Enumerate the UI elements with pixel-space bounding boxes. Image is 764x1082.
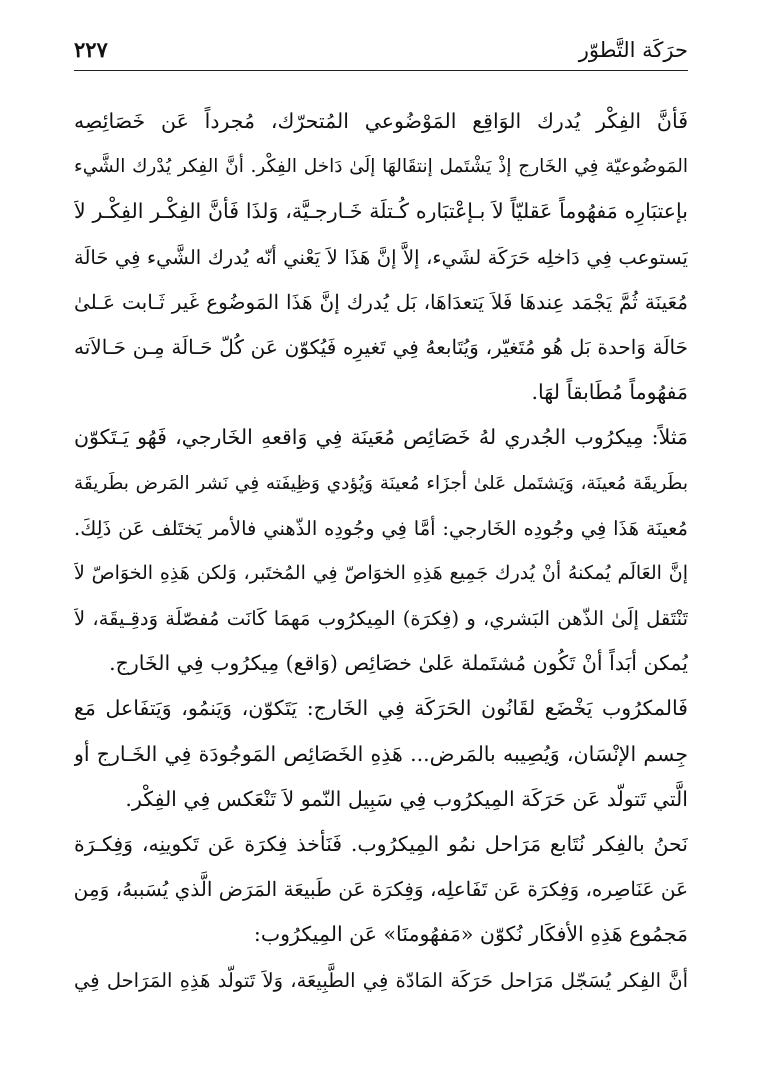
text-line: مُعينَة هَذَا فِي وجُودِه الخَارجي: أمَّا فِي وجُودِه الذّهني فالأمر يَختَلف عَن ذَلِكَ. <box>74 516 688 540</box>
running-header <box>74 30 688 71</box>
text-line: مَفهُوماً مُطَابقاً لهَا. <box>531 380 688 405</box>
text-line: حَالَة وَاحدة بَل هُو مُتَغيّر، وَيُتَابعهُ فِي تَغيرِه فَيُكوّن عَن كُلّ حَـالَة مِـن حَـالاَته <box>74 334 688 359</box>
text-line: الَّتي تَتولّد عَن حَرَكَة المِيكرُوب فِي سَبِيل النّمو لاَ تَنْعَكس فِي الفِكْر. <box>125 786 688 811</box>
text-line: مَثلاً: مِيكرُوب الجُدري لهُ خَصَائِص مُعَينَة فِي وَاقعهِ الخَارجي، فَهُو يَـتَكوّن <box>74 425 688 450</box>
text-line: فَالمكرُوب يَخْضَع لقَانُون الحَرَكَة فِي الخَارج: يَتَكوّن، وَيَنمُو، وَيَتفَاعل مَع <box>74 696 688 721</box>
text-line: يَستوعب فِي دَاخلِه حَرَكَة لشَيء، إلاَّ إنَّ هَذَا لاَ يَعْني أنّه يُدرك الشَّيء فِي حَالَة <box>74 245 688 269</box>
body-text <box>74 99 688 1003</box>
text-line: فَأنَّ الفِكْر يُدرك الوَاقِع المَوْضُوعي المُتحرّك، مُجرداً عَن خَصَائِصِه <box>74 109 688 133</box>
chapter-title: حرَكَة التَّطوّر <box>578 38 688 62</box>
page-number: ٢٢٧ <box>74 37 108 62</box>
text-line: يُمكن أبَداً أنْ تَكُون مُشتَملة عَلىٰ خصَائِص (وَاقع) مِيكرُوب فِي الخَارج. <box>109 651 688 676</box>
text-line: تَنْتَقل إلَىٰ الذّهن البَشري، و (فِكرَة) المِيكرُوب مَهمَا كَانَت مُفصّلَة وَدقِـيقَة، لاَ <box>74 607 688 631</box>
text-line: مُعَينَة ثُمَّ يَجْمَد عِندهَا فَلاَ يَتعدَاهَا، بَل يُدرك إنَّ هَذَا المَوضُوع غَير ثَـابت عَـلىٰ <box>74 289 688 314</box>
text-line: إنَّ العَالَم يُمكنهُ أنْ يُدرك جَمِيع هَذِهِ الخوَاصّ فِي المُختَبر، وَلكن هَذِهِ الخوَاصّ لاَ <box>74 561 688 584</box>
text-line: مَجمُوع هَذِهِ الأفكَار نُكوّن «مَفهُومنَا» عَن المِيكرُوب: <box>253 922 688 947</box>
text-line: المَوضُوعيّة فِي الخَارج إذْ يَشْتَمل إنتقَالهَا إلَىٰ دَاخل الفِكْر. أنَّ الفِكر يُدْرك الشَّيء <box>74 156 688 178</box>
text-line: بإعتبَارِه مَفهُوماً عَقليّاً لاَ بـإعْتبَاره كُـتلَة خَـارجـيَّة، وَلذَا فَأنَّ الفِكْـر الفِكْـر لاَ <box>74 199 688 224</box>
text-line: بطَريقَة مُعينَة، وَيَشتَمل عَلىٰ أجزَاء مُعينَة وَيُؤدي وَظِيفَته فِي نَشر المَرض بطَريقَة <box>74 472 688 494</box>
text-line: أنَّ الفِكر يُسَجّل مَرَاحل حَرَكَة المَادّة فِي الطَّبِيعَة، وَلاَ تَتولّد هَذِهِ المَرَاحل فِي <box>74 968 688 992</box>
text-line: جِسم الإنْسَان، وَيُصِيبه بالمَرض... هَذِهِ الخَصَائِص المَوجُودَة فِي الخَـارج أو <box>74 741 688 766</box>
text-line: عَن عَنَاصِره، وَفِكرَة عَن تَفَاعلِه، وَفِكرَة عَن طَبيعَة المَرَض الَّذي يُسَببهُ، وَمِن <box>74 877 688 902</box>
text-line: نَحنُ بالفِكر نُتَابع مَرَاحل نمُو المِيكرُوب. فَنَأخذ فِكرَة عَن تَكوينِه، وَفِكـرَة <box>74 832 688 856</box>
